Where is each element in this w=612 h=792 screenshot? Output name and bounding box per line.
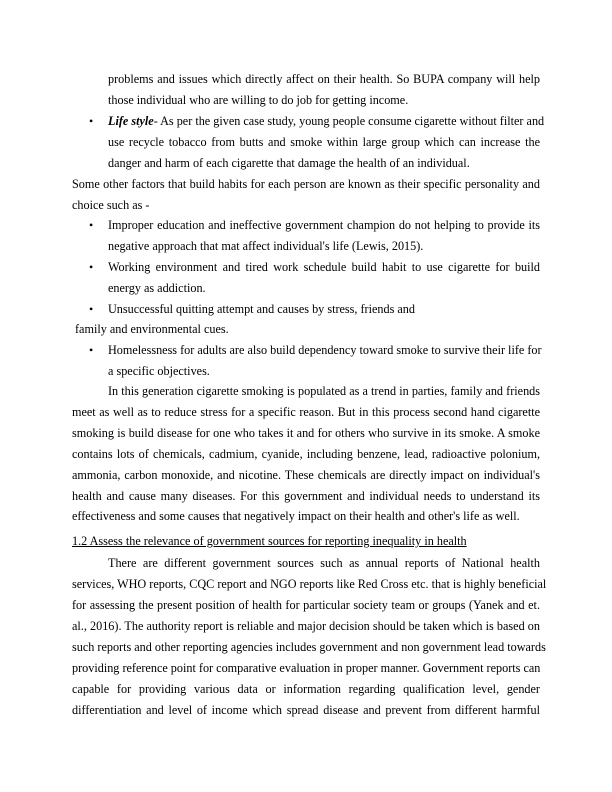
text-span: - As per the given case study, young people consume cigarette without filter and [153,114,545,128]
text-line: such reports and other reporting agencies includes government and non government lead towards [72,640,546,654]
text-line: Some other factors that build habits for each person are known as their specific personality and [72,177,540,191]
text-line: for assessing the present position of health for particular society team or groups (Yanek and et. [72,598,540,612]
text-line: a specific objectives. [108,364,210,378]
text-line: contains lots of chemicals, cadmium, cyanide, including benzene, lead, radioactive polonium, [72,447,540,461]
text-line: negative approach that mat affect individual's life (Lewis, 2015). [108,239,424,253]
text-line: danger and harm of each cigarette that damage the health of an individual. [108,156,470,170]
text-line: services, WHO reports, CQC report and NGO reports like Red Cross etc. that is highly beneficial [72,577,547,591]
text-line: Homelessness for adults are also build dependency toward smoke to survive their life for [108,343,542,357]
text-line: those individual who are willing to do job for getting income. [108,93,409,107]
text-line: use recycle tobacco from butts and smoke within large group which can increase the [108,135,540,149]
text-line: In this generation cigarette smoking is populated as a trend in parties, family and friends [108,384,540,398]
bullet-icon: • [89,302,94,316]
bullet-icon: • [89,343,94,357]
text-line: family and environmental cues. [75,322,229,336]
text-line: Improper education and ineffective government champion do not helping to provide its [108,218,540,232]
section-heading: 1.2 Assess the relevance of government sources for reporting inequality in health [72,534,467,548]
text-line: differentiation and level of income which spread disease and prevent from different harmful [72,703,540,717]
text-line: al., 2016). The authority report is reliable and major decision should be taken which is based on [72,619,540,633]
text-line: Working environment and tired work schedule build habit to use cigarette for build [108,260,540,274]
text-line: problems and issues which directly affect on their health. So BUPA company will help [108,72,540,86]
text-line: meet as well as to reduce stress for a specific reason. But in this process second hand cigarette [72,405,540,419]
text-line: capable for providing various data or information regarding qualification level, gender [72,682,540,696]
text-line: providing reference point for comparative evaluation in proper manner. Government reports can [72,661,541,675]
bullet-icon: • [89,260,94,274]
bullet-icon: • [89,114,94,128]
text-line: There are different government sources such as annual reports of National health [108,556,540,570]
text-line: choice such as - [72,198,150,212]
bullet-icon: • [89,218,94,232]
text-line: Unsuccessful quitting attempt and causes by stress, friends and [108,302,415,316]
life-style-label: Life style [108,114,154,128]
text-line: effectiveness and some causes that negatively impact on their health and other's life as well. [72,509,520,523]
text-line: health and cause many diseases. For this government and individual needs to understand its [72,489,540,503]
bullet-item-life-style [108,114,545,128]
text-line: energy as addiction. [108,281,206,295]
text-line: smoking is build disease for one who takes it and for others who survive in its smoke. A smoke [72,426,540,440]
text-line: ammonia, carbon monoxide, and nicotine. These chemicals are directly impact on individual's [72,468,540,482]
